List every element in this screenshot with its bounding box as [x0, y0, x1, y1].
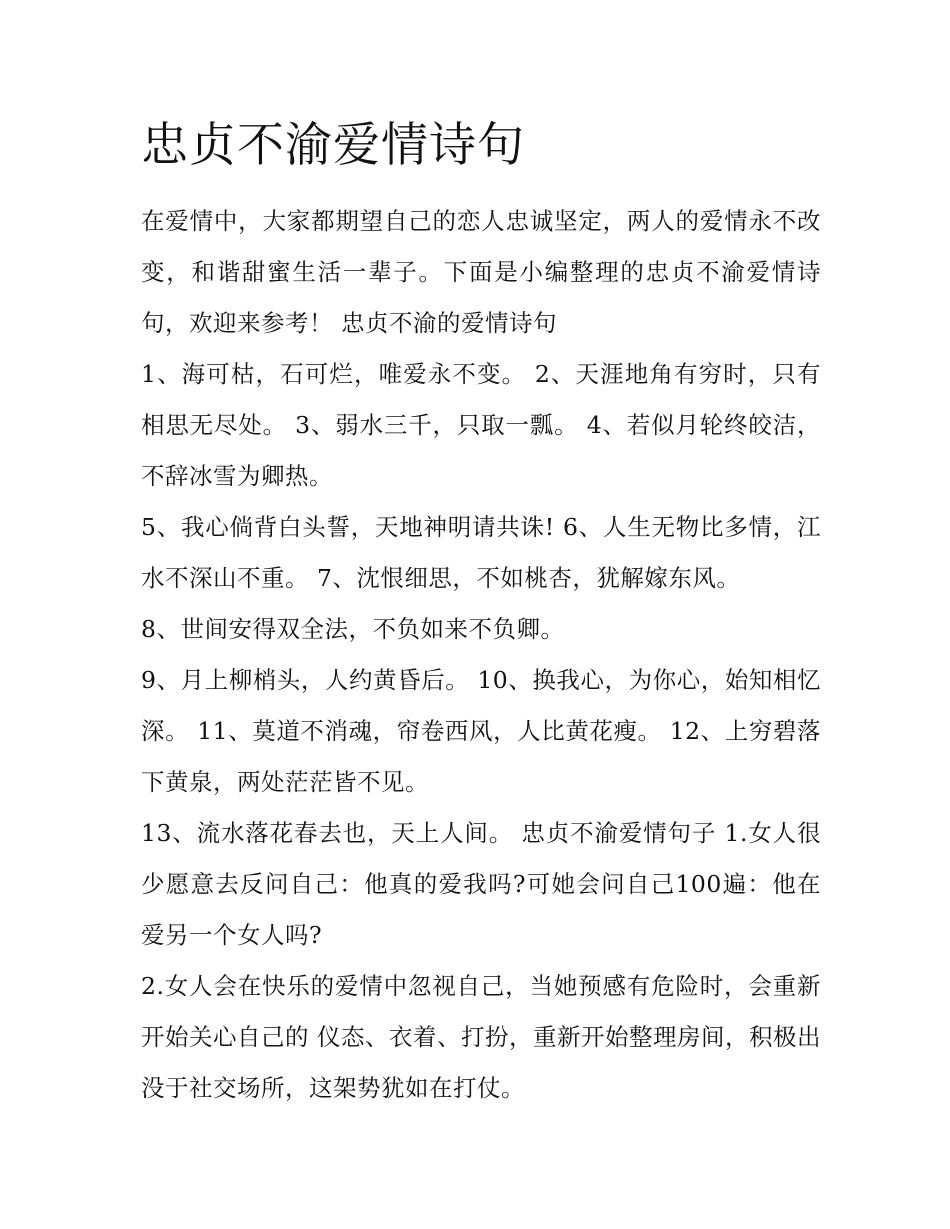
paragraph-poems-9-12: 9、月上柳梢头，人约黄昏后。 10、换我心，为你心，始知相忆深。 11、莫道不消魂，帘卷西风，人比黄花瘦。 12、上穷碧落下黄泉，两处茫茫皆不见。: [141, 666, 821, 796]
paragraph-poems-5-7: 5、我心倘背白头誓，天地神明请共诛! 6、人生无物比多情，江水不深山不重。 7、沈恨细思，不如桃杏，犹解嫁东风。: [141, 513, 821, 592]
paragraph-poem-13-and-sentence-1: 13、流水落花春去也，天上人间。 忠贞不渝爱情句子 1.女人很少愿意去反问自己：他真的爱我吗?可她会问自己100遍：他在爱另一个女人吗?: [141, 819, 821, 949]
document-title: 忠贞不渝爱情诗句: [141, 118, 525, 173]
document-body: [141, 196, 821, 1114]
paragraph-poems-1-4: 1、海可枯，石可烂，唯爱永不变。 2、天涯地角有穷时，只有相思无尽处。 3、弱水三千，只取一瓢。 4、若似月轮终皎洁，不辞冰雪为卿热。: [141, 360, 821, 490]
paragraph-sentence-2: 2.女人会在快乐的爱情中忽视自己，当她预感有危险时，会重新开始关心自己的 仪态、衣着、打扮，重新开始整理房间，积极出没于社交场所，这架势犹如在打仗。: [141, 972, 821, 1102]
paragraph-poem-8: 8、世间安得双全法，不负如来不负卿。: [141, 615, 565, 643]
paragraph-intro: 在爱情中，大家都期望自己的恋人忠诚坚定，两人的爱情永不改变，和谐甜蜜生活一辈子。下面是小编整理的忠贞不渝爱情诗句，欢迎来参考！ 忠贞不渝的爱情诗句: [141, 207, 821, 337]
